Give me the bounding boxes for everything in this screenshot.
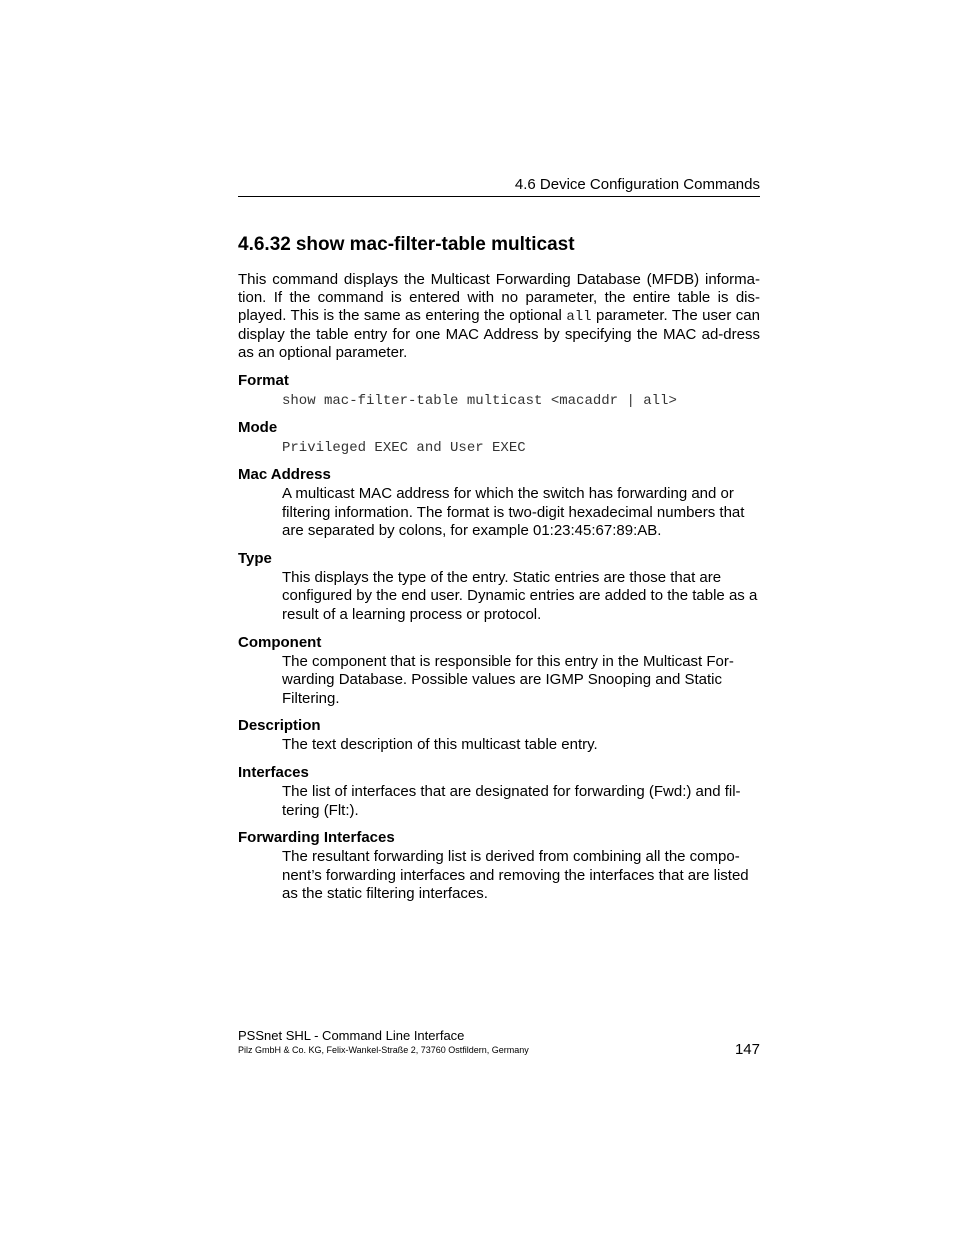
term-mode: Mode [238, 418, 278, 436]
section-heading [238, 233, 760, 257]
footer-address: Pilz GmbH & Co. KG, Felix-Wankel-Straße 2, 73760 Ostfildern, Germany [238, 1045, 529, 1055]
page-footer [238, 1028, 658, 1056]
intro-text-end: parameter. The user can display the table entry for one MAC Address by specifying the MAC ad-dress as an optional parameter. [238, 306, 760, 362]
document-page [238, 0, 760, 1235]
intro-text-start: This command displays the Multicast Forwarding Database (MFDB) informa-tion. If the command is entered with no parameter, the entire table is dis-played. This is the same as entering the optional [238, 271, 760, 324]
section-number: 4.6.32 [238, 234, 291, 255]
mac-address-definition: A multicast MAC address for which the switch has forwarding and or filtering information. The format is two-digit hexadecimal numbers that are separated by colons, for example 01:23:45:67:89:AB. [282, 484, 745, 540]
page-content [238, 233, 760, 904]
term-description: Description [238, 717, 321, 735]
section-title: show mac-filter-table multicast [295, 234, 575, 255]
forwarding-interfaces-definition: The resultant forwarding list is derived from combining all the compo-nent’s forwarding interfaces and removing the interfaces that are listed as the static filtering interfaces. [282, 848, 749, 903]
inline-code-all: all [566, 308, 592, 325]
term-component: Component [238, 633, 322, 651]
type-definition: This displays the type of the entry. Static entries are those that are configured by the end user. Dynamic entries are added to the table as a result of a learning process or protocol. [282, 568, 758, 623]
running-header: 4.6 Device Configuration Commands [514, 176, 760, 193]
mode-value: Privileged EXEC and User EXEC [282, 439, 526, 456]
page-number: 147 [734, 1041, 760, 1058]
footer-document-title: PSSnet SHL - Command Line Interface [238, 1028, 465, 1043]
term-type: Type [238, 549, 272, 567]
format-command-syntax: show mac-filter-table multicast <macaddr | all> [282, 392, 677, 409]
header-divider [238, 196, 760, 197]
term-format: Format [238, 371, 289, 389]
interfaces-definition: The list of interfaces that are designated for forwarding (Fwd:) and fil-tering (Flt:). [282, 782, 741, 819]
intro-paragraph [238, 271, 760, 362]
term-forwarding-interfaces: Forwarding Interfaces [238, 829, 395, 847]
term-interfaces: Interfaces [238, 763, 309, 781]
description-definition: The text description of this multicast table entry. [282, 736, 598, 754]
component-definition: The component that is responsible for this entry in the Multicast For-warding Database. Possible values are IGMP Snooping and Static Filtering. [282, 652, 734, 707]
term-mac-address: Mac Address [238, 465, 331, 483]
